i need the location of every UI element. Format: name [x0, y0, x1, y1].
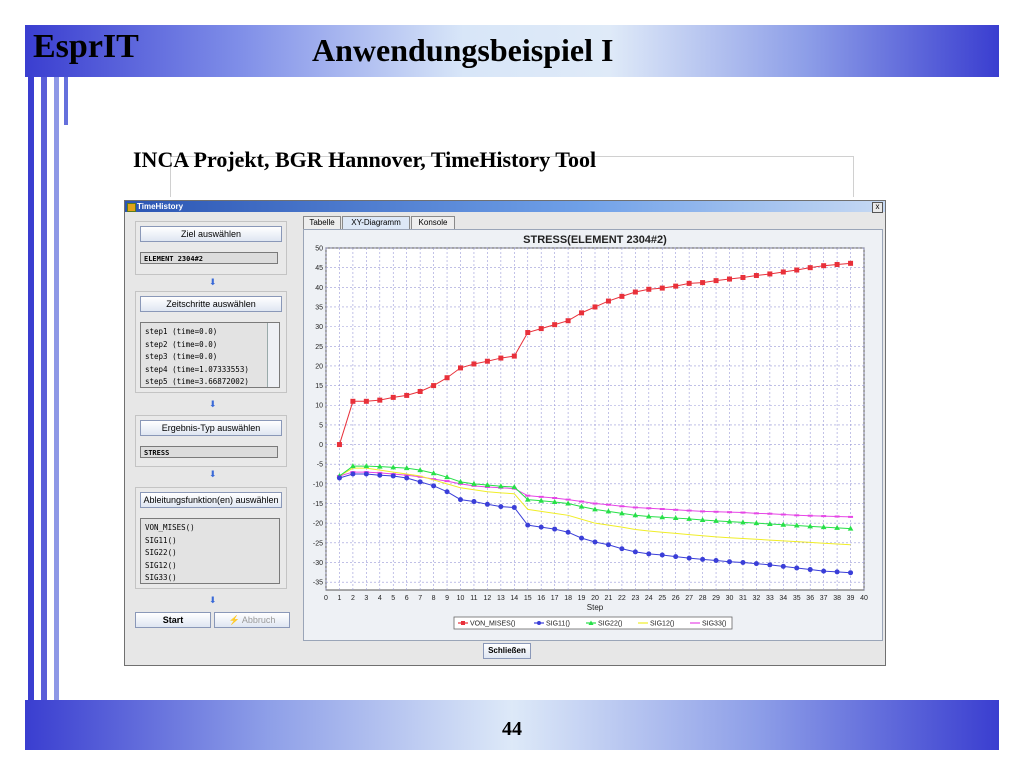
x-tick-label: 6 [404, 595, 409, 602]
y-tick-label: -25 [312, 540, 323, 548]
data-point [781, 269, 786, 274]
target-panel [135, 221, 287, 275]
tab-xy-diagram[interactable]: XY-Diagramm [342, 216, 410, 230]
list-item[interactable]: VON_MISES() [145, 523, 195, 532]
data-point [821, 263, 826, 268]
data-point [619, 294, 624, 299]
data-point [498, 504, 503, 509]
data-point [431, 483, 436, 488]
data-point [821, 569, 826, 574]
tab-table[interactable]: Tabelle [303, 216, 341, 230]
data-point [606, 299, 611, 304]
x-tick-label: 38 [833, 595, 841, 602]
data-point [794, 565, 799, 570]
data-point [593, 304, 598, 309]
y-tick-label: -20 [312, 520, 323, 528]
data-point [418, 479, 423, 484]
data-point [727, 277, 732, 282]
data-point [754, 273, 759, 278]
data-point [471, 361, 476, 366]
stress-chart [304, 230, 882, 640]
result-type-field[interactable]: STRESS [140, 446, 278, 458]
data-point [767, 271, 772, 276]
x-tick-label: 17 [550, 595, 559, 602]
data-point [619, 546, 624, 551]
data-point [552, 527, 557, 532]
x-tick-label: 19 [577, 595, 586, 602]
data-point [364, 399, 369, 404]
x-tick-label: 25 [658, 595, 667, 602]
data-point [646, 551, 651, 556]
data-point [740, 560, 745, 565]
x-tick-label: 20 [591, 595, 599, 602]
data-point [673, 284, 678, 289]
select-derivation-button[interactable]: Ableitungsfunktion(en) auswählen [140, 492, 282, 508]
data-point [714, 278, 719, 283]
derivation-list[interactable] [140, 518, 280, 584]
legend-label: SIG22() [598, 620, 623, 628]
data-point [646, 287, 651, 292]
list-item[interactable]: step5 (time=3.66872002) [145, 377, 249, 386]
data-point [633, 290, 638, 295]
data-point [377, 398, 382, 403]
data-point [431, 383, 436, 388]
page-number: 44 [502, 718, 522, 740]
list-item[interactable]: SIG22() [145, 548, 177, 557]
y-tick-label: -10 [312, 481, 323, 489]
legend-marker [461, 621, 465, 625]
x-tick-label: 40 [860, 595, 868, 602]
y-tick-label: 0 [319, 442, 323, 450]
target-value-field[interactable]: ELEMENT 2304#2 [140, 252, 278, 264]
x-tick-label: 24 [644, 595, 653, 602]
x-tick-label: 32 [752, 595, 761, 602]
x-tick-label: 11 [470, 595, 478, 602]
data-point [835, 569, 840, 574]
x-tick-label: 3 [364, 595, 369, 602]
list-item[interactable]: SIG33() [145, 573, 177, 582]
close-button[interactable]: Schließen [483, 643, 531, 659]
x-tick-label: 27 [685, 595, 694, 602]
x-tick-label: 14 [510, 595, 519, 602]
tab-console[interactable]: Konsole [411, 216, 455, 230]
y-tick-label: -30 [312, 559, 323, 567]
data-point [808, 265, 813, 270]
data-point [673, 554, 678, 559]
x-tick-label: 18 [564, 595, 572, 602]
x-tick-label: 37 [819, 595, 828, 602]
left-accent-bar-1 [28, 77, 34, 700]
result-type-panel [135, 415, 287, 467]
data-point [512, 354, 517, 359]
x-tick-label: 15 [523, 595, 532, 602]
data-point [566, 530, 571, 535]
data-point [498, 356, 503, 361]
data-point [337, 475, 342, 480]
y-tick-label: 35 [315, 304, 323, 312]
data-point [579, 310, 584, 315]
x-tick-label: 8 [431, 595, 436, 602]
x-tick-label: 23 [631, 595, 640, 602]
window-close-button[interactable]: x [872, 202, 883, 213]
x-tick-label: 2 [350, 595, 355, 602]
x-tick-label: 28 [698, 595, 707, 602]
data-point [700, 280, 705, 285]
data-point [445, 375, 450, 380]
data-point [471, 499, 476, 504]
data-point [808, 567, 813, 572]
y-tick-label: -35 [312, 579, 323, 587]
data-point [714, 558, 719, 563]
window-titlebar[interactable] [125, 201, 885, 212]
x-tick-label: 5 [391, 595, 396, 602]
left-accent-stub [64, 77, 68, 125]
data-point [687, 556, 692, 561]
x-tick-label: 29 [712, 595, 720, 602]
data-point [687, 281, 692, 286]
x-axis-label: Step [586, 603, 604, 612]
window-title: TimeHistory [137, 202, 184, 211]
data-point [377, 473, 382, 478]
x-tick-label: 0 [324, 595, 328, 602]
xy-diagram-panel [303, 229, 883, 641]
data-point [404, 393, 409, 398]
x-tick-label: 34 [779, 595, 788, 602]
chart-title: STRESS(ELEMENT 2304#2) [523, 234, 667, 246]
app-icon [127, 203, 136, 212]
y-tick-label: 10 [315, 402, 323, 410]
list-item[interactable]: step1 (time=0.0) [145, 327, 218, 336]
data-point [364, 472, 369, 477]
data-point [552, 322, 557, 327]
data-point [512, 505, 517, 510]
data-point [606, 542, 611, 547]
timesteps-list[interactable] [140, 322, 280, 388]
data-point [445, 489, 450, 494]
derivation-panel [135, 487, 287, 589]
timesteps-panel [135, 291, 287, 393]
data-point [727, 559, 732, 564]
x-tick-label: 4 [377, 595, 382, 602]
slide-title: Anwendungsbeispiel I [312, 32, 614, 68]
arrow-down-icon: ⬇ [209, 469, 217, 479]
select-result-type-button[interactable]: Ergebnis-Typ auswählen [140, 420, 282, 436]
start-button[interactable]: Start [135, 612, 211, 628]
data-point [848, 261, 853, 266]
abort-button[interactable]: ⚡ Abbruch [214, 612, 290, 628]
data-point [350, 472, 355, 477]
x-tick-label: 7 [418, 595, 423, 602]
legend-label: SIG33() [702, 620, 727, 628]
x-tick-label: 12 [483, 595, 492, 602]
y-tick-label: -5 [316, 461, 323, 469]
y-tick-label: 15 [315, 383, 323, 391]
data-point [391, 474, 396, 479]
select-timesteps-button[interactable]: Zeitschritte auswählen [140, 296, 282, 312]
x-tick-label: 10 [456, 595, 465, 602]
legend-label: VON_MISES() [470, 620, 516, 628]
x-tick-label: 13 [496, 595, 505, 602]
y-tick-label: -15 [312, 501, 323, 509]
left-accent-bar-2 [41, 77, 47, 700]
data-point [593, 540, 598, 545]
x-tick-label: 30 [725, 595, 734, 602]
y-tick-label: 30 [315, 324, 323, 332]
data-point [458, 497, 463, 502]
y-tick-label: 40 [315, 284, 323, 292]
list-item[interactable]: SIG11() [145, 535, 177, 545]
data-point [404, 475, 409, 480]
x-tick-label: 26 [671, 595, 680, 602]
legend-label: SIG12() [650, 620, 675, 628]
arrow-down-icon: ⬇ [209, 595, 217, 605]
select-target-button[interactable]: Ziel auswählen [140, 226, 282, 242]
plot-area [326, 248, 864, 590]
legend-label: SIG11() [546, 620, 570, 628]
timesteps-scrollbar[interactable] [267, 323, 279, 387]
x-tick-label: 39 [846, 595, 855, 602]
data-point [458, 365, 463, 370]
x-tick-label: 33 [765, 595, 774, 602]
data-point [350, 399, 355, 404]
data-point [835, 262, 840, 267]
data-point [754, 561, 759, 566]
x-tick-label: 36 [806, 595, 815, 602]
data-point [539, 326, 544, 331]
data-point [781, 564, 786, 569]
data-point [485, 359, 490, 364]
y-tick-label: 50 [315, 245, 323, 253]
timehistory-window [124, 200, 886, 666]
x-tick-label: 9 [445, 595, 450, 602]
x-tick-label: 16 [537, 595, 546, 602]
data-point [579, 536, 584, 541]
data-point [418, 389, 423, 394]
legend-marker [537, 621, 541, 625]
list-item[interactable]: step4 (time=1.07333553) [145, 364, 249, 374]
brand-logo-text: EsprIT [33, 28, 139, 65]
data-point [391, 395, 396, 400]
y-tick-label: 20 [315, 363, 323, 371]
data-point [848, 570, 853, 575]
slide-subtitle: INCA Projekt, BGR Hannover, TimeHistory Tool [133, 147, 597, 172]
data-point [700, 557, 705, 562]
x-tick-label: 1 [337, 595, 342, 602]
y-tick-label: 45 [315, 265, 323, 273]
data-point [660, 553, 665, 558]
data-point [525, 330, 530, 335]
arrow-down-icon: ⬇ [209, 399, 217, 409]
data-point [794, 268, 799, 273]
left-accent-bar-3 [54, 77, 59, 700]
list-item[interactable]: step3 (time=0.0) [145, 352, 218, 361]
data-point [566, 318, 571, 323]
x-tick-label: 21 [604, 595, 613, 602]
data-point [633, 549, 638, 554]
data-point [539, 525, 544, 530]
data-point [767, 562, 772, 567]
x-tick-label: 31 [739, 595, 747, 602]
data-point [740, 275, 745, 280]
data-point [525, 523, 530, 528]
list-item[interactable]: step2 (time=0.0) [145, 339, 218, 349]
x-tick-label: 22 [618, 595, 626, 602]
x-tick-label: 35 [792, 595, 801, 602]
data-point [485, 502, 490, 507]
data-point [337, 442, 342, 447]
list-item[interactable]: SIG12() [145, 560, 177, 570]
arrow-down-icon: ⬇ [209, 277, 217, 287]
y-tick-label: 25 [315, 343, 323, 351]
y-tick-label: 5 [319, 422, 323, 430]
data-point [660, 286, 665, 291]
